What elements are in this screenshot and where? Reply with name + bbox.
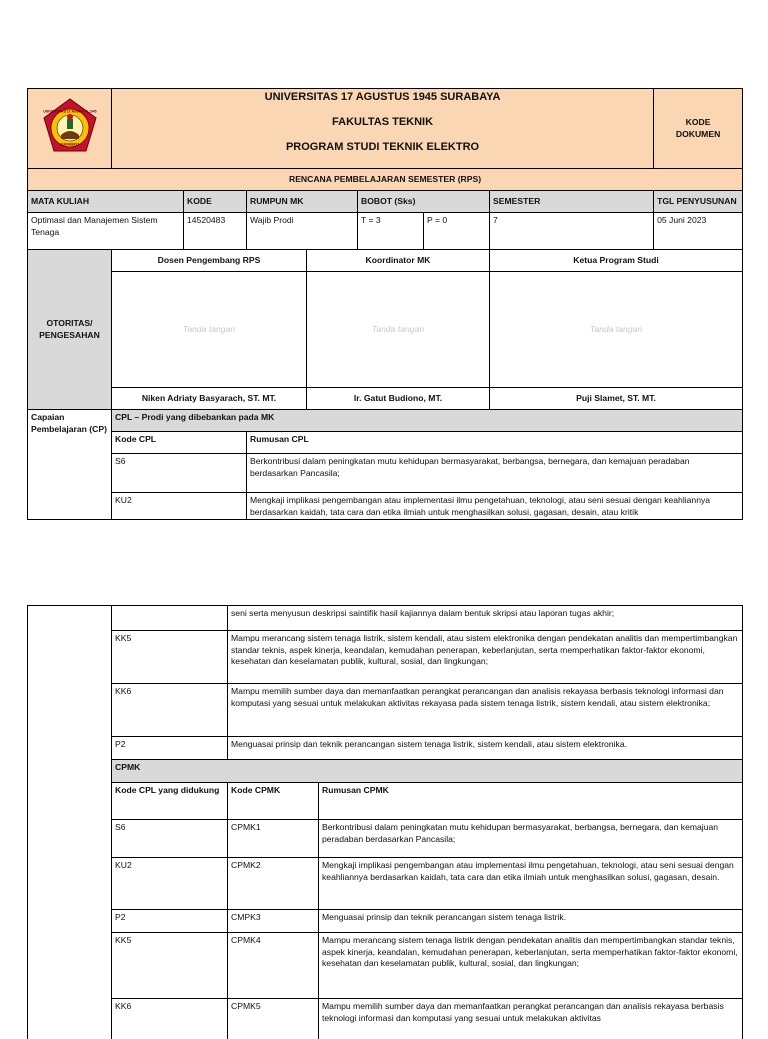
signature-coordinator: Tanda tangan: [307, 272, 490, 388]
cpl-code: KU2: [112, 493, 247, 520]
cpmk-code: CPMK5: [228, 999, 319, 1039]
credits-practice: P = 0: [424, 213, 490, 250]
cpmk-code: CPMK1: [228, 820, 319, 858]
course-semester: 7: [490, 213, 654, 250]
cpl-header: CPL – Prodi yang dibebankan pada MK: [112, 410, 743, 432]
cpl-code-continued: [112, 606, 228, 631]
cpmk-cpl: S6: [112, 820, 228, 858]
col-kode-cpl-didukung: Kode CPL yang didukung: [112, 783, 228, 820]
cpmk-text: Menguasai prinsip dan teknik perancangan sistem tenaga listrik.: [319, 910, 743, 933]
header-semester: SEMESTER: [490, 191, 654, 213]
col-kode-cpl: Kode CPL: [112, 432, 247, 454]
credits-theory: T = 3: [358, 213, 424, 250]
cpmk-text: Mampu memilih sumber daya dan memanfaatkan perangkat perancangan dan analisis rekayasa berbasis teknologi informasi dan komputasi yang sesuai untuk melakukan aktivitas: [319, 999, 743, 1039]
cpl-text-continued: seni serta menyusun deskripsi saintifik hasil kajiannya dalam bentuk skripsi atau laporan tugas akhir;: [228, 606, 743, 631]
cpmk-cpl: KK5: [112, 933, 228, 999]
approval-label: OTORITAS/ PENGESAHAN: [28, 250, 112, 410]
course-cluster: Wajib Prodi: [247, 213, 358, 250]
cpl-text: Mengkaji implikasi pengembangan atau implementasi ilmu pengetahuan, teknologi, atau seni sesuai dengan keahliannya berdasarkan kaidah, tata cara dan etika ilmiah untuk menghasilkan solusi, gagasan, desain, atau kritik: [247, 493, 743, 520]
course-date: 05 Juni 2023: [654, 213, 743, 250]
rps-page-2-table: [27, 605, 743, 1039]
role-developer: Dosen Pengembang RPS: [112, 250, 307, 272]
cpl-code: KK6: [112, 684, 228, 737]
cpmk-cpl: KK6: [112, 999, 228, 1039]
document-code-label: KODE DOKUMEN: [654, 89, 743, 169]
cpl-text: Menguasai prinsip dan teknik perancangan sistem tenaga listrik, sistem kendali, atau sistem elektronika.: [228, 737, 743, 760]
header-bobot: BOBOT (Sks): [358, 191, 490, 213]
cpmk-code: CMPK3: [228, 910, 319, 933]
course-code: 14520483: [184, 213, 247, 250]
name-head-of-program: Puji Slamet, ST. MT.: [490, 388, 743, 410]
cpmk-cpl: P2: [112, 910, 228, 933]
col-rumusan-cpl: Rumusan CPL: [247, 432, 743, 454]
col-kode-cpmk: Kode CPMK: [228, 783, 319, 820]
signature-developer: Tanda tangan: [112, 272, 307, 388]
university-seal-icon: [40, 97, 100, 157]
faculty-name: FAKULTAS TEKNIK: [332, 116, 434, 128]
role-coordinator: Koordinator MK: [307, 250, 490, 272]
logo-text-bottom: SURABAYA: [59, 142, 80, 147]
name-coordinator: Ir. Gatut Budiono, MT.: [307, 388, 490, 410]
header-kode: KODE: [184, 191, 247, 213]
university-logo: [28, 89, 112, 169]
name-developer: Niken Adriaty Basyarach, ST. MT.: [112, 388, 307, 410]
cpl-code: P2: [112, 737, 228, 760]
signature-head-of-program: Tanda tangan: [490, 272, 743, 388]
program-name: PROGRAM STUDI TEKNIK ELEKTRO: [285, 141, 480, 153]
cpl-text: Mampu merancang sistem tenaga listrik, sistem kendali, atau sistem elektronika dengan pendekatan analitis dan mempertimbangkan standar teknis, aspek kinerja, keandalan, kemudahan penerapan, keberlanjutan, serta memperhatikan faktor-faktor ekonomi, kesehatan dan keselamatan publik, kultural, sosial, dan lingkungan;: [228, 631, 743, 684]
role-head-of-program: Ketua Program Studi: [490, 250, 743, 272]
cpmk-text: Mengkaji implikasi pengembangan atau implementasi ilmu pengetahuan, teknologi, atau seni sesuai dengan keahliannya berdasarkan kaidah, tata cara dan etika ilmiah untuk menghasilkan solusi, gagasan, desain.: [319, 858, 743, 910]
cpl-text: Berkontribusi dalam peningkatan mutu kehidupan bermasyarakat, berbangsa, bernegara, dan kemajuan peradaban berdasarkan Pancasila;: [247, 454, 743, 493]
header-mata-kuliah: MATA KULIAH: [28, 191, 184, 213]
logo-text-top: UNIVERSITAS 17 AGUSTUS 1945: [42, 109, 97, 114]
cpmk-header: CPMK: [112, 760, 743, 783]
header-rumpun-mk: RUMPUN MK: [247, 191, 358, 213]
course-name: Optimasi dan Manajemen Sistem Tenaga: [28, 213, 184, 250]
cpmk-text: Berkontribusi dalam peningkatan mutu kehidupan bermasyarakat, berbangsa, bernegara, dan kemajuan peradaban berdasarkan Pancasila;: [319, 820, 743, 858]
cpl-text: Mampu memilih sumber daya dan memanfaatkan perangkat perancangan dan analisis rekayasa berbasis teknologi informasi dan komputasi yang sesuai untuk melakukan aktivitas rekayasa pada sistem tenaga listrik, sistem kendali, atau sistem elektronika;: [228, 684, 743, 737]
cp-label-continued: [28, 606, 112, 1039]
cp-label: Capaian Pembelajaran (CP): [28, 410, 112, 520]
cpmk-text: Mampu merancang sistem tenaga listrik dengan pendekatan analitis dan mempertimbangkan standar teknis, aspek kinerja, keandalan, kemudahan penerapan, keberlanjutan, serta memperhatikan faktor-faktor ekonomi, kesehatan dan keselamatan publik, kultural, sosial, dan lingkungan;: [319, 933, 743, 999]
university-name: UNIVERSITAS 17 AGUSTUS 1945 SURABAYA: [264, 91, 501, 103]
cpmk-code: CPMK4: [228, 933, 319, 999]
cpl-code: KK5: [112, 631, 228, 684]
col-rumusan-cpmk: Rumusan CPMK: [319, 783, 743, 820]
cpmk-cpl: KU2: [112, 858, 228, 910]
header-tgl-penyusunan: TGL PENYUSUNAN: [654, 191, 743, 213]
rps-page-1-table: [27, 88, 743, 520]
cpl-code: S6: [112, 454, 247, 493]
rps-title: RENCANA PEMBELAJARAN SEMESTER (RPS): [28, 169, 743, 191]
cpmk-code: CPMK2: [228, 858, 319, 910]
